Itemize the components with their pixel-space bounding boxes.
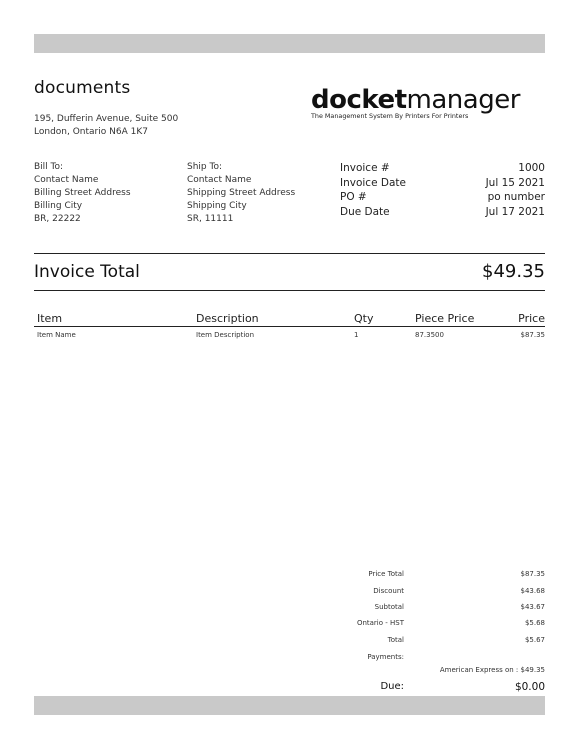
- logo-word-bold: docket: [311, 85, 407, 115]
- header-item: Item: [37, 312, 63, 325]
- ship-to-contact: Contact Name: [187, 175, 252, 185]
- cell-item: Item Name: [37, 331, 76, 339]
- meta-value: 1000: [518, 162, 545, 174]
- invoice-total-label: Invoice Total: [34, 262, 140, 282]
- meta-row-invoice-number: [340, 161, 545, 176]
- footer-band: [34, 696, 545, 715]
- header-description: Description: [196, 312, 259, 325]
- header-band: [34, 34, 545, 53]
- meta-row-invoice-date: [340, 176, 545, 191]
- logo-word-light: manager: [406, 85, 520, 115]
- total-top-rule: [34, 253, 545, 254]
- meta-row-po-number: [340, 190, 545, 205]
- summary-value: $43.67: [520, 603, 545, 611]
- meta-row-due-date: [340, 205, 545, 220]
- header-qty: Qty: [354, 312, 374, 325]
- bill-to-region: BR, 22222: [34, 214, 81, 224]
- ship-to-block: [187, 161, 295, 226]
- summary-label: Ontario - HST: [356, 619, 404, 627]
- summary-value: $5.68: [524, 619, 545, 627]
- cell-piece-price: 87.3500: [415, 331, 444, 339]
- logo-tagline: The Management System By Printers For Printers: [311, 112, 469, 120]
- ship-to-label: Ship To:: [187, 162, 222, 172]
- due-label: Due:: [380, 681, 404, 692]
- header-price: Price: [518, 312, 545, 325]
- summary-label: Discount: [373, 587, 404, 595]
- due-value: $0.00: [514, 681, 545, 693]
- ship-to-region: SR, 11111: [187, 214, 234, 224]
- summary-value: $87.35: [520, 570, 545, 578]
- meta-label: Due Date: [340, 205, 390, 218]
- table-row: [34, 331, 545, 341]
- ship-to-street: Shipping Street Address: [187, 188, 296, 198]
- meta-value: po number: [487, 191, 545, 203]
- bill-to-street: Billing Street Address: [34, 188, 131, 198]
- summary-value: $43.68: [520, 587, 545, 595]
- items-table-header: [34, 312, 545, 326]
- meta-value: Jul 15 2021: [485, 176, 545, 189]
- logo-wordmark: [311, 87, 531, 113]
- summary-label: Subtotal: [374, 603, 404, 611]
- company-address: [34, 113, 178, 139]
- cell-price: $87.35: [520, 331, 545, 339]
- invoice-total-value: $49.35: [482, 261, 545, 282]
- bill-to-contact: Contact Name: [34, 175, 99, 185]
- cell-qty: 1: [354, 331, 359, 339]
- ship-to-city: Shipping City: [187, 201, 247, 211]
- company-name: documents: [34, 78, 131, 98]
- summary-label: Price Total: [368, 570, 404, 578]
- meta-label: Invoice #: [340, 162, 390, 174]
- summary-label: Payments:: [367, 653, 404, 661]
- invoice-meta: [340, 161, 545, 219]
- payment-entry: American Express on : $49.35: [439, 666, 545, 674]
- meta-label: Invoice Date: [340, 176, 406, 189]
- items-header-rule: [34, 326, 545, 327]
- meta-label: PO #: [340, 191, 367, 203]
- cell-description: Item Description: [196, 331, 255, 339]
- bill-to-label: Bill To:: [34, 162, 64, 172]
- summary-value: $5.67: [524, 636, 545, 644]
- summary-label: Total: [387, 636, 404, 644]
- header-piece-price: Piece Price: [415, 312, 475, 325]
- bill-to-block: [34, 161, 131, 226]
- company-address-line1: 195, Dufferin Avenue, Suite 500: [34, 114, 179, 124]
- bill-to-city: Billing City: [34, 201, 83, 211]
- meta-value: Jul 17 2021: [485, 205, 545, 218]
- total-bottom-rule: [34, 290, 545, 291]
- company-address-line2: London, Ontario N6A 1K7: [34, 127, 148, 137]
- docketmanager-logo: [311, 87, 531, 120]
